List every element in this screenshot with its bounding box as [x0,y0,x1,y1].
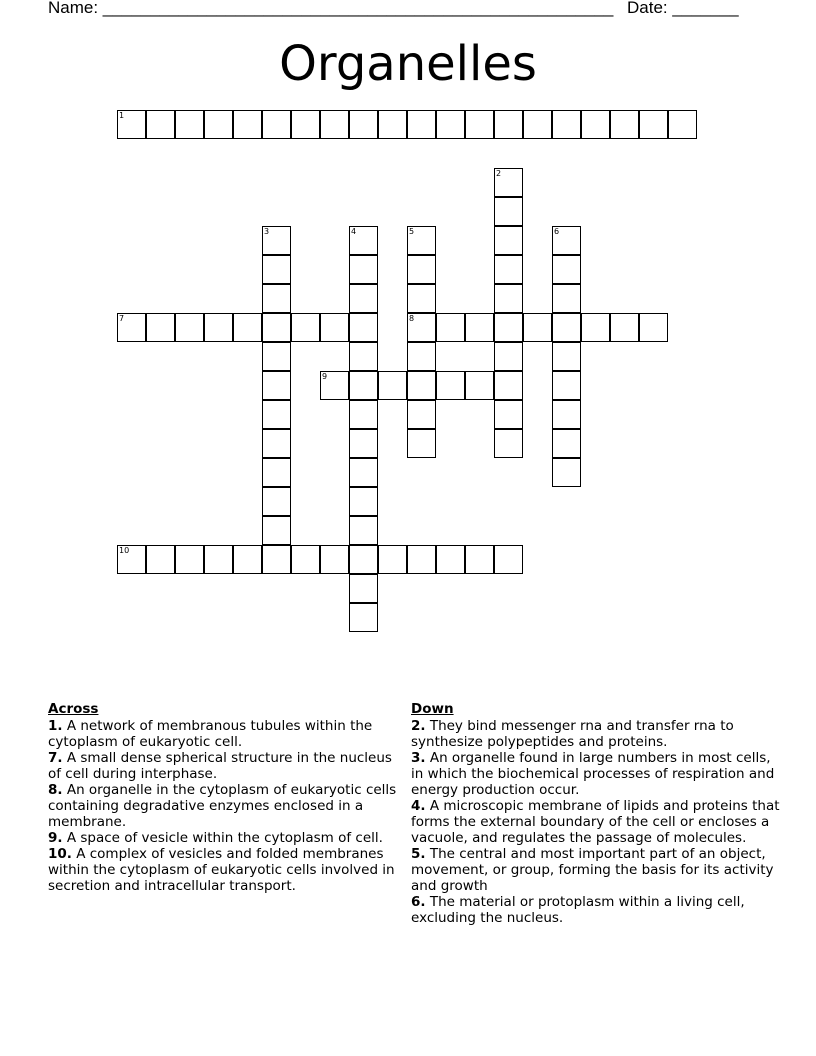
grid-cell[interactable] [233,110,262,139]
grid-cell[interactable] [494,226,523,255]
clue-item-number: 8. [48,782,63,798]
grid-cell[interactable] [349,400,378,429]
clue-number: 2 [496,169,502,178]
grid-cell[interactable] [523,313,552,342]
grid-cell[interactable] [262,400,291,429]
grid-cell[interactable] [407,545,436,574]
clue-item [411,894,781,926]
grid-cell[interactable] [175,110,204,139]
clue-item-number: 10. [48,846,72,862]
grid-cell[interactable] [262,516,291,545]
clue-item-number: 4. [411,798,426,814]
grid-cell[interactable] [262,487,291,516]
grid-cell[interactable] [262,313,291,342]
grid-cell[interactable] [233,545,262,574]
clue-item-number: 3. [411,750,426,766]
across-clue-list [48,718,398,894]
clue-item-text: A small dense spherical structure in the nucleus of cell during interphase. [48,750,392,782]
clue-item [48,846,398,894]
clue-item-text: A space of vesicle within the cytoplasm of cell. [66,830,383,846]
grid-cell[interactable] [262,255,291,284]
grid-cell[interactable] [436,110,465,139]
grid-cell[interactable] [494,545,523,574]
grid-cell[interactable] [378,110,407,139]
grid-cell[interactable] [668,110,697,139]
grid-cell[interactable] [494,371,523,400]
across-heading: Across [48,701,99,717]
grid-cell[interactable] [552,342,581,371]
clue-item-number: 2. [411,718,426,734]
clue-number: 5 [409,227,415,236]
grid-cell[interactable] [494,429,523,458]
clue-number: 8 [409,314,415,323]
clue-item-number: 1. [48,718,63,734]
down-heading: Down [411,701,454,717]
grid-cell[interactable] [320,545,349,574]
grid-cell[interactable] [494,197,523,226]
clue-item-number: 9. [48,830,63,846]
grid-cell[interactable] [407,429,436,458]
grid-cell[interactable] [204,313,233,342]
grid-cell[interactable] [494,400,523,429]
grid-cell[interactable] [494,284,523,313]
grid-cell[interactable] [262,284,291,313]
grid-cell[interactable] [494,313,523,342]
grid-cell[interactable] [349,545,378,574]
grid-cell[interactable] [465,371,494,400]
grid-cell[interactable] [262,545,291,574]
grid-cell[interactable] [552,226,581,255]
clue-item [411,846,781,894]
grid-cell[interactable] [581,110,610,139]
clue-item-number: 7. [48,750,63,766]
grid-cell[interactable] [378,545,407,574]
grid-cell[interactable] [349,487,378,516]
clue-item-number: 6. [411,894,426,910]
grid-cell[interactable] [407,226,436,255]
clue-item-text: An organelle in the cytoplasm of eukaryotic cells containing degradative enzymes enclosed in a membrane. [48,782,397,830]
clue-number: 10 [119,546,130,555]
grid-cell[interactable] [378,371,407,400]
grid-cell[interactable] [465,110,494,139]
clue-item-text: A complex of vesicles and folded membranes within the cytoplasm of eukaryotic cells involved in secretion and intracellular transport. [48,846,395,894]
grid-cell[interactable] [262,226,291,255]
clue-item [411,798,781,846]
page-title: Organelles [279,36,537,92]
grid-cell[interactable] [349,603,378,632]
clue-item-text: The central and most important part of an object, movement, or group, forming the basis for its activity and growth [411,846,774,894]
grid-cell[interactable] [349,429,378,458]
grid-cell[interactable] [320,371,349,400]
grid-cell[interactable] [349,458,378,487]
grid-cell[interactable] [204,110,233,139]
clue-item [48,782,398,830]
grid-cell[interactable] [320,313,349,342]
down-clue-list [411,718,781,926]
grid-cell[interactable] [407,313,436,342]
grid-cell[interactable] [581,313,610,342]
grid-cell[interactable] [349,574,378,603]
grid-cell[interactable] [117,545,146,574]
grid-cell[interactable] [146,110,175,139]
grid-cell[interactable] [262,110,291,139]
grid-cell[interactable] [117,110,146,139]
grid-cell[interactable] [320,110,349,139]
grid-cell[interactable] [349,110,378,139]
grid-cell[interactable] [291,313,320,342]
date-field-label: Date: _______ [627,0,739,17]
grid-cell[interactable] [204,545,233,574]
clue-item-text: A microscopic membrane of lipids and proteins that forms the external boundary of the cell or encloses a vacuole, and regulates the passage of molecules. [411,798,780,846]
grid-cell[interactable] [552,429,581,458]
clue-item [48,830,398,846]
clue-item [411,750,781,798]
grid-cell[interactable] [407,110,436,139]
down-clues [411,701,781,926]
grid-cell[interactable] [523,110,552,139]
grid-cell[interactable] [291,545,320,574]
grid-cell[interactable] [552,284,581,313]
grid-cell[interactable] [407,342,436,371]
clue-item [48,718,398,750]
grid-cell[interactable] [494,255,523,284]
clue-item-number: 5. [411,846,426,862]
grid-cell[interactable] [262,429,291,458]
grid-cell[interactable] [494,110,523,139]
grid-cell[interactable] [552,255,581,284]
clue-number: 6 [554,227,560,236]
clue-item [411,718,781,750]
grid-cell[interactable] [639,313,668,342]
grid-cell[interactable] [552,458,581,487]
grid-cell[interactable] [262,342,291,371]
grid-cell[interactable] [146,545,175,574]
clue-number: 7 [119,314,125,323]
grid-cell[interactable] [291,110,320,139]
grid-cell[interactable] [465,313,494,342]
grid-cell[interactable] [117,313,146,342]
grid-cell[interactable] [436,313,465,342]
clue-item-text: They bind messenger rna and transfer rna to synthesize polypeptides and proteins. [411,718,734,750]
grid-cell[interactable] [407,400,436,429]
grid-cell[interactable] [349,255,378,284]
grid-cell[interactable] [610,110,639,139]
grid-cell[interactable] [436,545,465,574]
grid-cell[interactable] [610,313,639,342]
grid-cell[interactable] [552,371,581,400]
grid-cell[interactable] [349,313,378,342]
clue-number: 9 [322,372,328,381]
clue-number: 1 [119,111,125,120]
grid-cell[interactable] [552,313,581,342]
clue-number: 4 [351,227,357,236]
grid-cell[interactable] [262,458,291,487]
across-clues [48,701,398,894]
clue-item-text: An organelle found in large numbers in most cells, in which the biochemical processes of respiration and energy production occur. [411,750,775,798]
clue-item-text: The material or protoplasm within a living cell, excluding the nucleus. [411,894,745,926]
grid-cell[interactable] [175,545,204,574]
grid-cell[interactable] [349,371,378,400]
grid-cell[interactable] [407,255,436,284]
grid-cell[interactable] [494,168,523,197]
grid-cell[interactable] [175,313,204,342]
grid-cell[interactable] [407,284,436,313]
clue-number: 3 [264,227,270,236]
clue-item [48,750,398,782]
name-field-label: Name: ______________________________________________________ [48,0,614,17]
grid-cell[interactable] [436,371,465,400]
grid-cell[interactable] [494,342,523,371]
grid-cell[interactable] [407,371,436,400]
grid-cell[interactable] [349,342,378,371]
grid-cell[interactable] [552,110,581,139]
grid-cell[interactable] [349,516,378,545]
grid-cell[interactable] [465,545,494,574]
clue-item-text: A network of membranous tubules within the cytoplasm of eukaryotic cell. [48,718,373,750]
grid-cell[interactable] [146,313,175,342]
grid-cell[interactable] [349,226,378,255]
grid-cell[interactable] [349,284,378,313]
grid-cell[interactable] [639,110,668,139]
grid-cell[interactable] [552,400,581,429]
grid-cell[interactable] [233,313,262,342]
grid-cell[interactable] [262,371,291,400]
